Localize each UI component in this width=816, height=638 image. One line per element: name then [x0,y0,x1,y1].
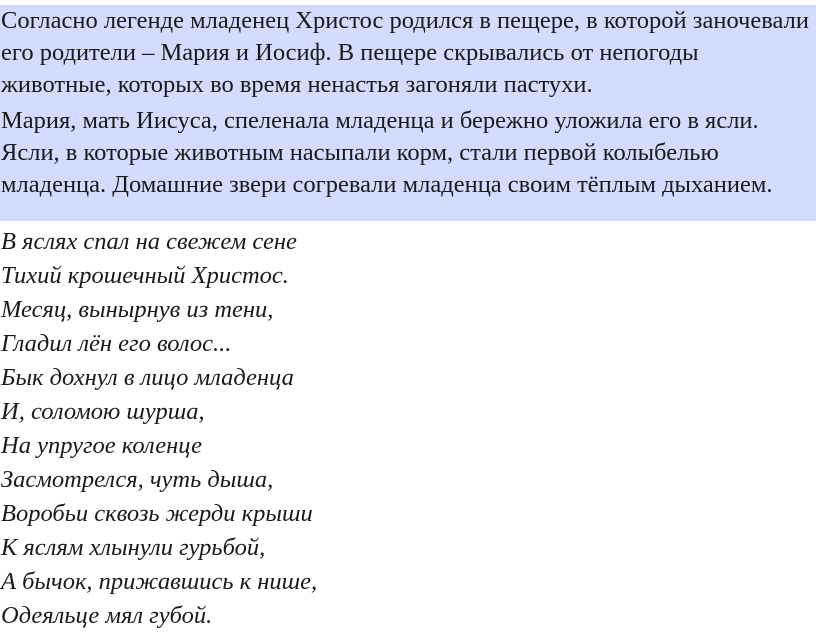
poem-line: В яслях спал на свежем сене [1,228,297,255]
poem-line: А бычок, прижавшись к нише, [1,568,318,595]
poem-line: На упругое коленце [1,432,203,459]
poem-line: Тихий крошечный Христос. [1,262,289,289]
poem-line: Воробьи сквозь жерди крыши [1,500,313,527]
poem-line: Одеяльце мял губой. [1,602,213,629]
poem-line: Гладил лён его волос... [1,330,232,357]
poem-line: Засмотрелся, чуть дыша, [1,466,274,493]
poem-line: Месяц, вынырнув из тени, [1,296,274,323]
poem-block [1,225,317,633]
intro-paragraph-2: Мария, мать Иисуса, спеленала младенца и бережно уложила его в ясли. Ясли, в которые животным насыпали корм, стали первой колыбелью младенца. Домашние звери согревали младенца своим тёплым дыханием. [1,107,773,198]
poem-line: И, соломою шурша, [1,398,205,425]
poem-line: К яслям хлынули гурьбой, [1,534,266,561]
poem-line: Бык дохнул в лицо младенца [1,364,294,391]
intro-text-block [1,5,813,201]
intro-paragraph-1: Согласно легенде младенец Христос родился в пещере, в которой заночевали его родители – Мария и Иосиф. В пещере скрывались от непогоды животные, которых во время ненастья загоняли пастухи. [1,7,809,98]
